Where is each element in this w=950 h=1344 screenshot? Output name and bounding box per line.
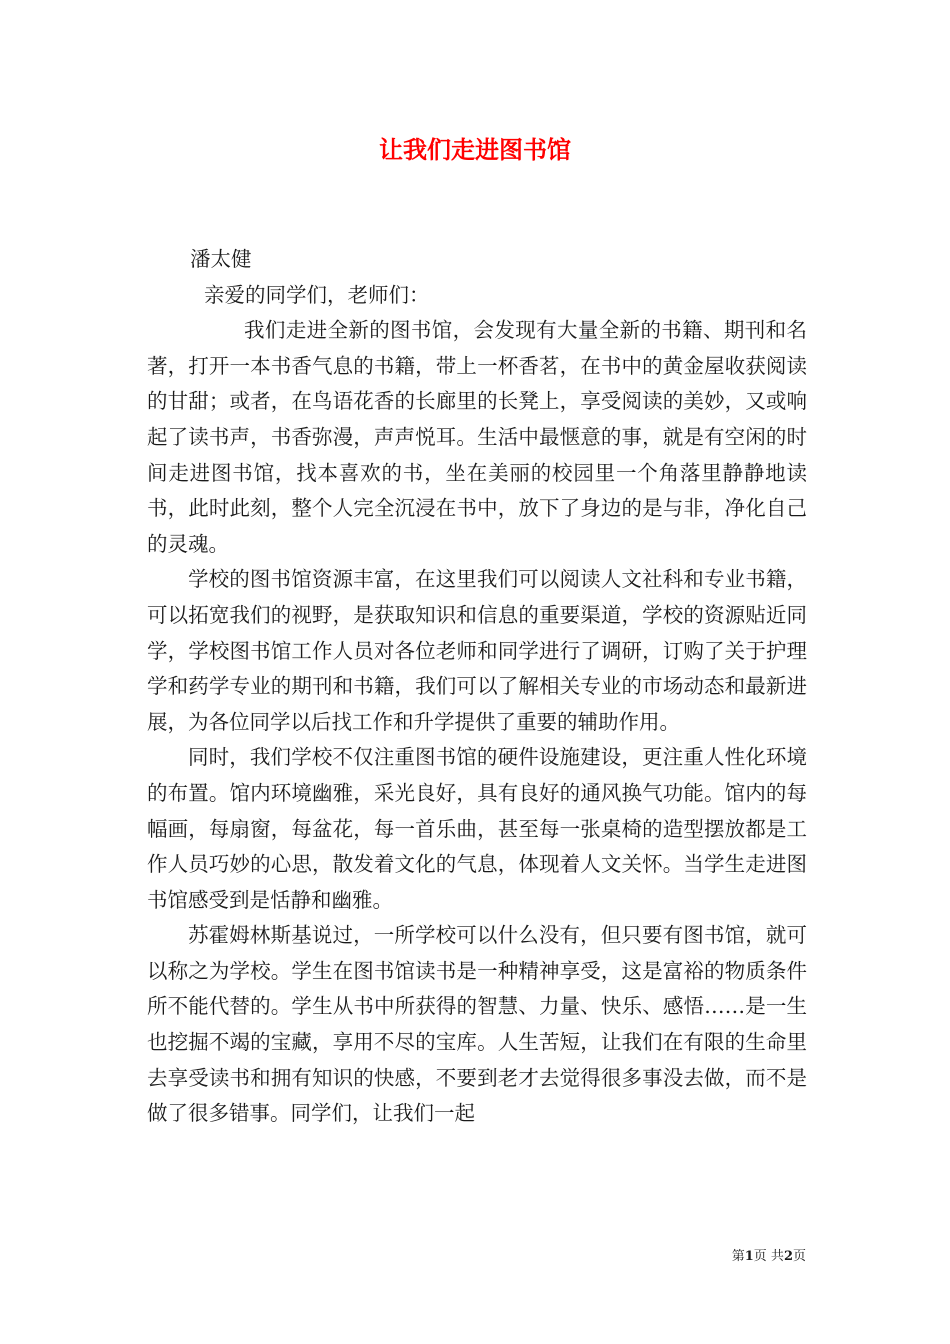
footer-suffix: 页	[792, 1249, 806, 1264]
author-name: 潘太健	[190, 247, 252, 271]
salutation: 亲爱的同学们，老师们：	[204, 282, 430, 307]
footer-mid: 页 共	[753, 1249, 784, 1264]
total-pages-number: 2	[783, 1249, 793, 1264]
paragraph-4: 苏霍姆林斯基说过，一所学校可以什么没有，但只要有图书馆，就可以称之为学校。学生在图书馆读书是一种精神享受，这是富裕的物质条件所不能代替的。学生从书中所获得的智慧、力量、快乐、感悟……是一生也挖掘不竭的宝藏，享用不尽的宝库。人生苦短，让我们在有限的生命里去享受读书和拥有知识的快感，不要到老才去觉得很多事没去做，而不是做了很多错事。同学们，让我们一起	[147, 923, 807, 1126]
current-page-number: 1	[744, 1249, 754, 1264]
paragraph-3: 同时，我们学校不仅注重图书馆的硬件设施建设，更注重人性化环境的布置。馆内环境幽雅，采光良好，具有良好的通风换气功能。馆内的每幅画，每扇窗，每盆花，每一首乐曲，甚至每一张桌椅的造型摆放都是工作人员巧妙的心思，散发着文化的气息，体现着人文关怀。当学生走进图书馆感受到是恬静和幽雅。	[147, 745, 807, 912]
paragraph-1: 我们走进全新的图书馆，会发现有大量全新的书籍、期刊和名著，打开一本书香气息的书籍，带上一杯香茗，在书中的黄金屋收获阅读的甘甜；或者，在鸟语花香的长廊里的长凳上，享受阅读的美妙，又或响起了读书声，书香弥漫，声声悦耳。生活中最惬意的事，就是有空闲的时间走进图书馆，找本喜欢的书，坐在美丽的校园里一个角落里静静地读书，此时此刻，整个人完全沉浸在书中，放下了身边的是与非，净化自己的灵魂。	[147, 318, 807, 556]
paragraph-2: 学校的图书馆资源丰富，在这里我们可以阅读人文社科和专业书籍，可以拓宽我们的视野，是获取知识和信息的重要渠道，学校的资源贴近同学，学校图书馆工作人员对各位老师和同学进行了调研，订购了关于护理学和药学专业的期刊和书籍，我们可以了解相关专业的市场动态和最新进展，为各位同学以后找工作和升学提供了重要的辅助作用。	[147, 567, 807, 734]
document-title: 让我们走进图书馆	[379, 135, 571, 164]
page-footer	[0, 1247, 806, 1267]
document-body	[147, 242, 807, 1132]
footer-prefix: 第	[731, 1249, 745, 1264]
